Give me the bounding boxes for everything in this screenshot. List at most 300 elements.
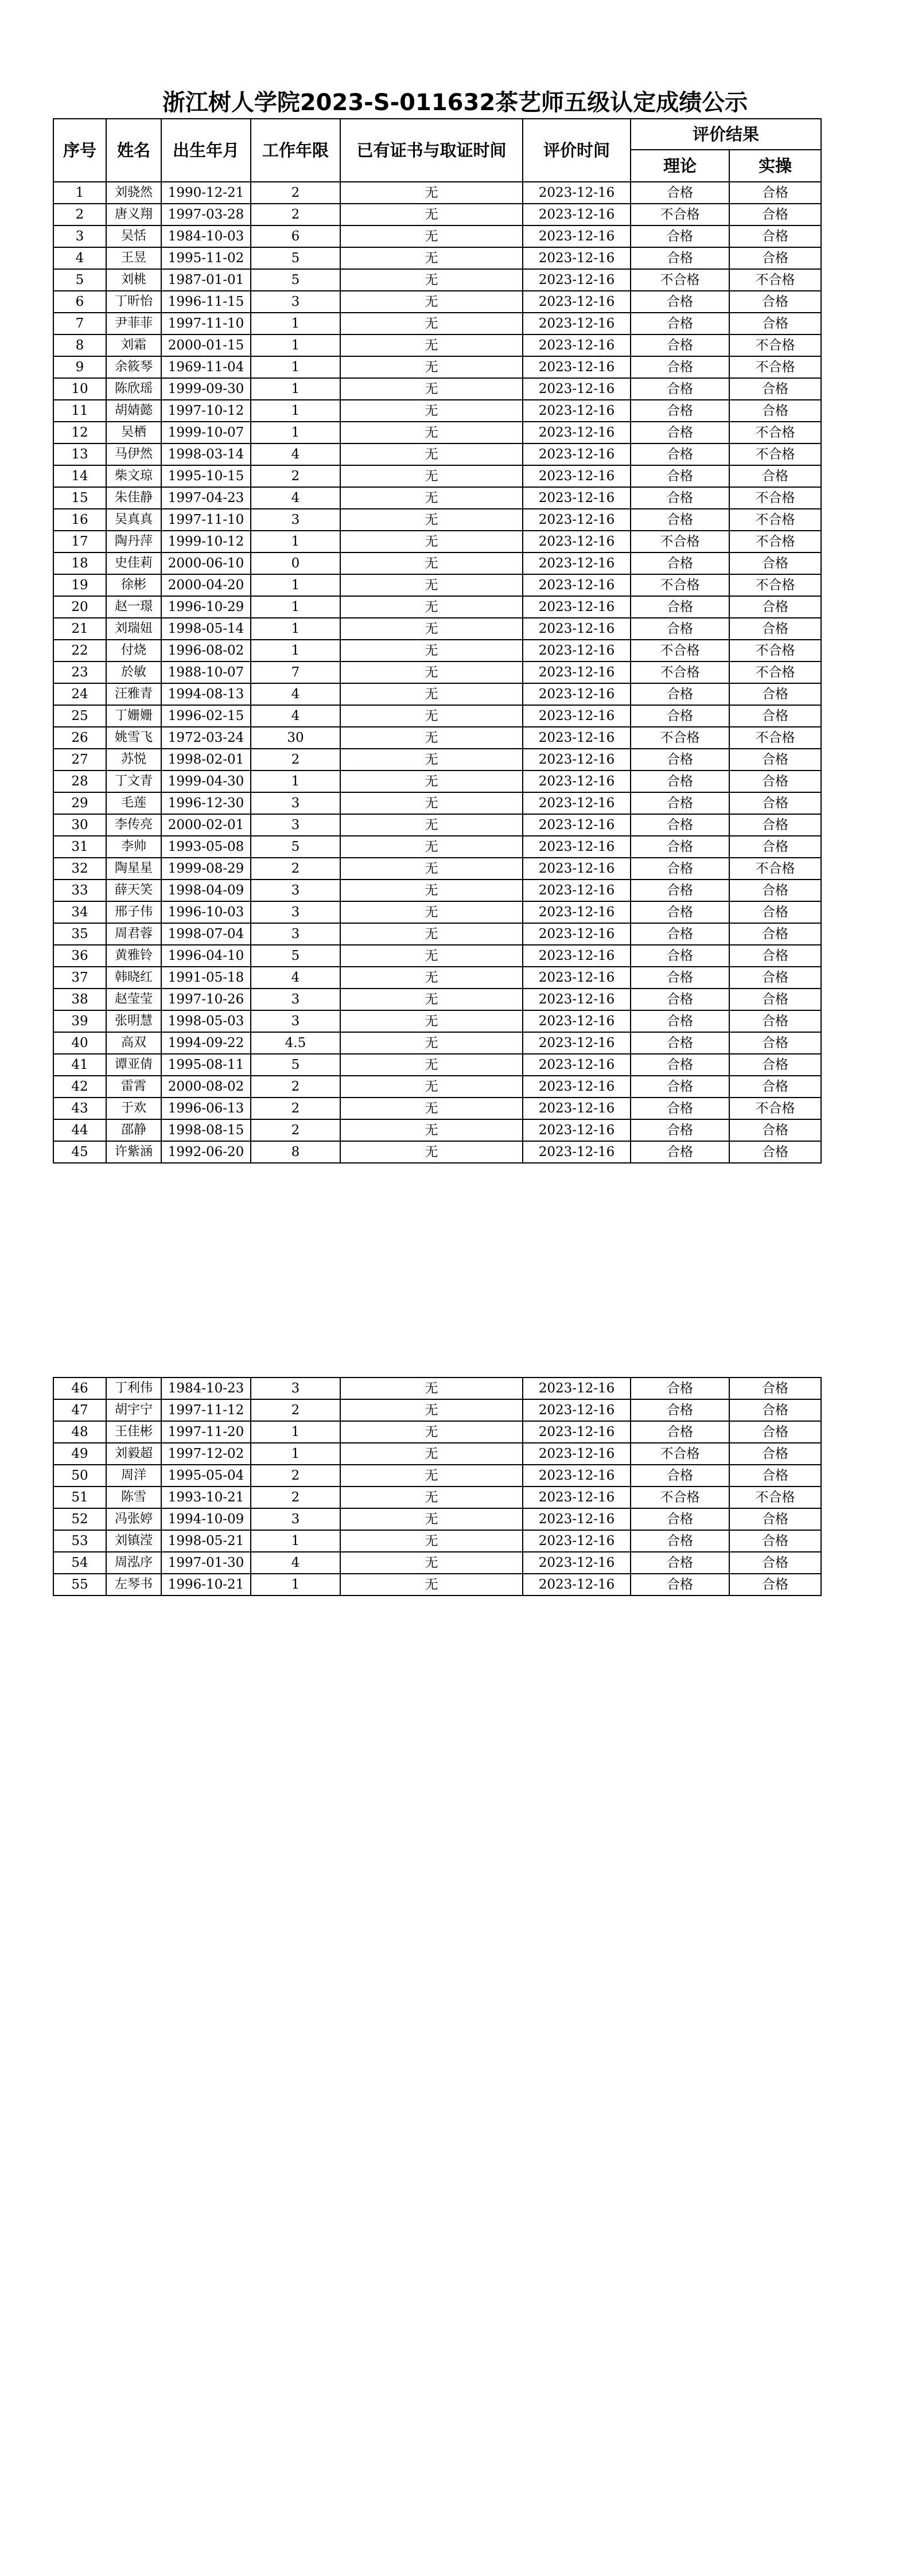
table-row	[53, 1421, 821, 1443]
cell-name: 汪雅青	[106, 683, 161, 705]
cell-name: 吴真真	[106, 509, 161, 531]
cell-cert: 无	[340, 1465, 523, 1487]
cell-eval-time: 2023-12-16	[523, 727, 631, 749]
cell-theory: 不合格	[631, 531, 729, 552]
cell-name: 余筱琴	[106, 356, 161, 378]
cell-seq: 55	[53, 1574, 106, 1596]
cell-eval-time: 2023-12-16	[523, 182, 631, 204]
cell-theory: 合格	[631, 618, 729, 640]
cell-seq: 21	[53, 618, 106, 640]
page-title: 浙江树人学院2023-S-011632茶艺师五级认定成绩公示	[162, 90, 748, 116]
cell-name: 左琴书	[106, 1574, 161, 1596]
cell-birth: 1997-04-23	[161, 487, 251, 509]
cell-eval-time: 2023-12-16	[523, 901, 631, 923]
cell-cert: 无	[340, 356, 523, 378]
cell-name: 黄雅铃	[106, 945, 161, 967]
table-row	[53, 531, 821, 552]
cell-theory: 合格	[631, 1508, 729, 1530]
cell-seq: 31	[53, 836, 106, 858]
cell-eval-time: 2023-12-16	[523, 1465, 631, 1487]
cell-name: 陶星星	[106, 858, 161, 880]
table-row	[53, 814, 821, 836]
cell-cert: 无	[340, 443, 523, 465]
cell-cert: 无	[340, 1487, 523, 1508]
cell-years: 4	[251, 967, 340, 989]
cell-years: 1	[251, 400, 340, 422]
cell-cert: 无	[340, 661, 523, 683]
table-row	[53, 1010, 821, 1032]
cell-birth: 1984-10-23	[161, 1378, 251, 1399]
cell-cert: 无	[340, 1010, 523, 1032]
cell-practice: 合格	[729, 1574, 821, 1596]
header-cert: 已有证书与取证时间	[340, 119, 523, 182]
cell-practice: 合格	[729, 989, 821, 1010]
cell-name: 王昱	[106, 247, 161, 269]
cell-seq: 40	[53, 1032, 106, 1054]
table-row	[53, 182, 821, 204]
cell-practice: 不合格	[729, 487, 821, 509]
cell-cert: 无	[340, 1574, 523, 1596]
cell-seq: 11	[53, 400, 106, 422]
cell-practice: 合格	[729, 552, 821, 574]
cell-years: 1	[251, 640, 340, 661]
cell-years: 1	[251, 1530, 340, 1552]
cell-name: 谭亚倩	[106, 1054, 161, 1076]
cell-eval-time: 2023-12-16	[523, 465, 631, 487]
cell-theory: 合格	[631, 1076, 729, 1098]
cell-eval-time: 2023-12-16	[523, 487, 631, 509]
cell-years: 1	[251, 596, 340, 618]
cell-eval-time: 2023-12-16	[523, 1054, 631, 1076]
cell-seq: 15	[53, 487, 106, 509]
cell-practice: 合格	[729, 465, 821, 487]
cell-birth: 1987-01-01	[161, 269, 251, 291]
cell-practice: 合格	[729, 792, 821, 814]
cell-years: 1	[251, 422, 340, 443]
cell-birth: 1995-05-04	[161, 1465, 251, 1487]
cell-cert: 无	[340, 989, 523, 1010]
cell-eval-time: 2023-12-16	[523, 1508, 631, 1530]
cell-birth: 1996-12-30	[161, 792, 251, 814]
cell-years: 1	[251, 334, 340, 356]
cell-seq: 19	[53, 574, 106, 596]
table-row	[53, 574, 821, 596]
cell-theory: 合格	[631, 1010, 729, 1032]
header-seq: 序号	[53, 119, 106, 182]
cell-practice: 合格	[729, 749, 821, 771]
cell-cert: 无	[340, 836, 523, 858]
cell-cert: 无	[340, 313, 523, 334]
cell-cert: 无	[340, 1421, 523, 1443]
cell-seq: 12	[53, 422, 106, 443]
cell-birth: 1996-02-15	[161, 705, 251, 727]
cell-theory: 合格	[631, 1465, 729, 1487]
cell-eval-time: 2023-12-16	[523, 1032, 631, 1054]
cell-birth: 1998-04-09	[161, 880, 251, 901]
cell-cert: 无	[340, 247, 523, 269]
cell-eval-time: 2023-12-16	[523, 400, 631, 422]
cell-cert: 无	[340, 967, 523, 989]
cell-cert: 无	[340, 1054, 523, 1076]
cell-name: 苏悦	[106, 749, 161, 771]
table-row	[53, 1141, 821, 1163]
cell-eval-time: 2023-12-16	[523, 1443, 631, 1465]
cell-theory: 合格	[631, 989, 729, 1010]
table-row	[53, 749, 821, 771]
table-row	[53, 487, 821, 509]
cell-birth: 1996-08-02	[161, 640, 251, 661]
table-row	[53, 1119, 821, 1141]
cell-name: 刘毅超	[106, 1443, 161, 1465]
table-row	[53, 225, 821, 247]
cell-cert: 无	[340, 1399, 523, 1421]
cell-years: 6	[251, 225, 340, 247]
cell-cert: 无	[340, 422, 523, 443]
cell-theory: 不合格	[631, 661, 729, 683]
table-row	[53, 792, 821, 814]
table-row	[53, 1465, 821, 1487]
cell-years: 1	[251, 1574, 340, 1596]
cell-eval-time: 2023-12-16	[523, 1399, 631, 1421]
cell-birth: 2000-02-01	[161, 814, 251, 836]
cell-years: 5	[251, 247, 340, 269]
cell-seq: 38	[53, 989, 106, 1010]
cell-birth: 1994-10-09	[161, 1508, 251, 1530]
cell-cert: 无	[340, 640, 523, 661]
cell-eval-time: 2023-12-16	[523, 596, 631, 618]
cell-birth: 1992-06-20	[161, 1141, 251, 1163]
cell-birth: 1991-05-18	[161, 967, 251, 989]
table-row	[53, 1530, 821, 1552]
cell-birth: 1995-10-15	[161, 465, 251, 487]
cell-theory: 合格	[631, 400, 729, 422]
cell-theory: 不合格	[631, 204, 729, 225]
cell-theory: 合格	[631, 1421, 729, 1443]
table-row	[53, 422, 821, 443]
cell-eval-time: 2023-12-16	[523, 989, 631, 1010]
cell-practice: 不合格	[729, 269, 821, 291]
cell-theory: 合格	[631, 225, 729, 247]
cell-years: 3	[251, 1508, 340, 1530]
cell-name: 刘骁然	[106, 182, 161, 204]
cell-theory: 合格	[631, 509, 729, 531]
cell-name: 李帅	[106, 836, 161, 858]
table-row	[53, 552, 821, 574]
cell-theory: 合格	[631, 378, 729, 400]
cell-seq: 30	[53, 814, 106, 836]
cell-practice: 合格	[729, 814, 821, 836]
cell-practice: 不合格	[729, 574, 821, 596]
cell-theory: 合格	[631, 291, 729, 313]
cell-cert: 无	[340, 1119, 523, 1141]
cell-practice: 合格	[729, 1119, 821, 1141]
cell-practice: 合格	[729, 1443, 821, 1465]
cell-cert: 无	[340, 683, 523, 705]
cell-years: 3	[251, 291, 340, 313]
cell-theory: 合格	[631, 334, 729, 356]
cell-seq: 1	[53, 182, 106, 204]
cell-name: 丁利伟	[106, 1378, 161, 1399]
cell-practice: 合格	[729, 1054, 821, 1076]
table-row	[53, 858, 821, 880]
cell-name: 刘镇滢	[106, 1530, 161, 1552]
cell-cert: 无	[340, 225, 523, 247]
cell-theory: 合格	[631, 880, 729, 901]
cell-years: 8	[251, 1141, 340, 1163]
cell-birth: 1998-05-21	[161, 1530, 251, 1552]
cell-practice: 合格	[729, 1399, 821, 1421]
cell-theory: 合格	[631, 923, 729, 945]
cell-years: 3	[251, 792, 340, 814]
cell-theory: 合格	[631, 1141, 729, 1163]
cell-eval-time: 2023-12-16	[523, 269, 631, 291]
cell-seq: 9	[53, 356, 106, 378]
cell-birth: 1999-04-30	[161, 771, 251, 792]
cell-practice: 不合格	[729, 334, 821, 356]
cell-practice: 合格	[729, 880, 821, 901]
cell-cert: 无	[340, 291, 523, 313]
cell-eval-time: 2023-12-16	[523, 1574, 631, 1596]
cell-years: 4.5	[251, 1032, 340, 1054]
cell-years: 3	[251, 880, 340, 901]
cell-years: 4	[251, 1552, 340, 1574]
cell-practice: 合格	[729, 291, 821, 313]
cell-practice: 不合格	[729, 1487, 821, 1508]
cell-cert: 无	[340, 269, 523, 291]
cell-practice: 合格	[729, 705, 821, 727]
cell-practice: 合格	[729, 313, 821, 334]
cell-years: 1	[251, 356, 340, 378]
cell-seq: 41	[53, 1054, 106, 1076]
cell-theory: 合格	[631, 1098, 729, 1119]
cell-theory: 合格	[631, 552, 729, 574]
cell-birth: 1984-10-03	[161, 225, 251, 247]
cell-cert: 无	[340, 334, 523, 356]
cell-cert: 无	[340, 945, 523, 967]
cell-theory: 合格	[631, 1574, 729, 1596]
cell-theory: 不合格	[631, 574, 729, 596]
cell-eval-time: 2023-12-16	[523, 661, 631, 683]
cell-cert: 无	[340, 400, 523, 422]
cell-birth: 1996-11-15	[161, 291, 251, 313]
cell-birth: 1996-06-13	[161, 1098, 251, 1119]
cell-eval-time: 2023-12-16	[523, 880, 631, 901]
cell-cert: 无	[340, 1443, 523, 1465]
cell-seq: 39	[53, 1010, 106, 1032]
table-row	[53, 967, 821, 989]
cell-seq: 49	[53, 1443, 106, 1465]
cell-theory: 合格	[631, 771, 729, 792]
cell-birth: 1996-10-29	[161, 596, 251, 618]
cell-cert: 无	[340, 204, 523, 225]
cell-cert: 无	[340, 749, 523, 771]
cell-years: 1	[251, 771, 340, 792]
cell-years: 2	[251, 204, 340, 225]
cell-seq: 14	[53, 465, 106, 487]
cell-cert: 无	[340, 727, 523, 749]
table-row	[53, 443, 821, 465]
cell-seq: 52	[53, 1508, 106, 1530]
cell-name: 於敏	[106, 661, 161, 683]
cell-theory: 合格	[631, 1552, 729, 1574]
cell-theory: 合格	[631, 967, 729, 989]
cell-name: 许紫涵	[106, 1141, 161, 1163]
cell-seq: 28	[53, 771, 106, 792]
cell-practice: 合格	[729, 204, 821, 225]
cell-eval-time: 2023-12-16	[523, 356, 631, 378]
cell-seq: 50	[53, 1465, 106, 1487]
cell-name: 高双	[106, 1032, 161, 1054]
cell-practice: 不合格	[729, 443, 821, 465]
cell-practice: 合格	[729, 247, 821, 269]
cell-eval-time: 2023-12-16	[523, 291, 631, 313]
table-row	[53, 1552, 821, 1574]
table-row	[53, 334, 821, 356]
table-row	[53, 356, 821, 378]
cell-name: 丁昕怡	[106, 291, 161, 313]
cell-cert: 无	[340, 1076, 523, 1098]
cell-seq: 33	[53, 880, 106, 901]
cell-birth: 1999-10-12	[161, 531, 251, 552]
cell-practice: 合格	[729, 1141, 821, 1163]
cell-birth: 1997-11-10	[161, 313, 251, 334]
cell-years: 5	[251, 1054, 340, 1076]
cell-birth: 1996-04-10	[161, 945, 251, 967]
cell-cert: 无	[340, 1141, 523, 1163]
cell-name: 邵静	[106, 1119, 161, 1141]
cell-seq: 7	[53, 313, 106, 334]
cell-cert: 无	[340, 1378, 523, 1399]
cell-name: 张明慧	[106, 1010, 161, 1032]
cell-eval-time: 2023-12-16	[523, 858, 631, 880]
cell-name: 刘霜	[106, 334, 161, 356]
cell-seq: 5	[53, 269, 106, 291]
cell-name: 唐义翔	[106, 204, 161, 225]
cell-cert: 无	[340, 923, 523, 945]
cell-birth: 1994-09-22	[161, 1032, 251, 1054]
cell-birth: 1990-12-21	[161, 182, 251, 204]
cell-birth: 1998-08-15	[161, 1119, 251, 1141]
cell-eval-time: 2023-12-16	[523, 923, 631, 945]
cell-practice: 不合格	[729, 727, 821, 749]
table-row	[53, 1508, 821, 1530]
cell-practice: 合格	[729, 1421, 821, 1443]
table-row	[53, 836, 821, 858]
cell-name: 丁文青	[106, 771, 161, 792]
header-theory: 理论	[631, 150, 729, 182]
cell-seq: 53	[53, 1530, 106, 1552]
cell-practice: 合格	[729, 618, 821, 640]
cell-eval-time: 2023-12-16	[523, 552, 631, 574]
table-row	[53, 771, 821, 792]
cell-birth: 1995-08-11	[161, 1054, 251, 1076]
cell-name: 薛天笑	[106, 880, 161, 901]
header-eval-time: 评价时间	[523, 119, 631, 182]
cell-theory: 不合格	[631, 269, 729, 291]
cell-years: 7	[251, 661, 340, 683]
cell-theory: 合格	[631, 858, 729, 880]
cell-years: 1	[251, 574, 340, 596]
cell-theory: 合格	[631, 901, 729, 923]
cell-eval-time: 2023-12-16	[523, 1010, 631, 1032]
cell-birth: 1999-10-07	[161, 422, 251, 443]
cell-name: 王佳彬	[106, 1421, 161, 1443]
cell-birth: 1999-08-29	[161, 858, 251, 880]
cell-years: 2	[251, 1119, 340, 1141]
cell-seq: 26	[53, 727, 106, 749]
cell-eval-time: 2023-12-16	[523, 1098, 631, 1119]
cell-theory: 合格	[631, 1032, 729, 1054]
cell-practice: 合格	[729, 1076, 821, 1098]
cell-years: 1	[251, 313, 340, 334]
cell-birth: 1997-10-12	[161, 400, 251, 422]
cell-seq: 32	[53, 858, 106, 880]
cell-name: 柴文琼	[106, 465, 161, 487]
cell-name: 韩晓红	[106, 967, 161, 989]
cell-eval-time: 2023-12-16	[523, 313, 631, 334]
header-result: 评价结果	[631, 119, 821, 150]
cell-name: 陈雪	[106, 1487, 161, 1508]
cell-theory: 合格	[631, 422, 729, 443]
cell-seq: 16	[53, 509, 106, 531]
cell-name: 姚雪飞	[106, 727, 161, 749]
cell-name: 史佳莉	[106, 552, 161, 574]
cell-eval-time: 2023-12-16	[523, 531, 631, 552]
cell-birth: 1998-05-03	[161, 1010, 251, 1032]
cell-cert: 无	[340, 705, 523, 727]
table-row	[53, 400, 821, 422]
cell-theory: 合格	[631, 683, 729, 705]
cell-theory: 合格	[631, 1054, 729, 1076]
cell-years: 2	[251, 1487, 340, 1508]
cell-name: 朱佳静	[106, 487, 161, 509]
header-name: 姓名	[106, 119, 161, 182]
cell-name: 刘桃	[106, 269, 161, 291]
cell-years: 5	[251, 945, 340, 967]
table-row	[53, 596, 821, 618]
table-row	[53, 1032, 821, 1054]
table-row	[53, 1487, 821, 1508]
cell-birth: 1988-10-07	[161, 661, 251, 683]
cell-birth: 1998-03-14	[161, 443, 251, 465]
cell-seq: 23	[53, 661, 106, 683]
cell-theory: 不合格	[631, 1443, 729, 1465]
cell-practice: 不合格	[729, 422, 821, 443]
cell-eval-time: 2023-12-16	[523, 1421, 631, 1443]
cell-eval-time: 2023-12-16	[523, 204, 631, 225]
cell-theory: 合格	[631, 443, 729, 465]
cell-birth: 1993-10-21	[161, 1487, 251, 1508]
cell-practice: 合格	[729, 945, 821, 967]
cell-years: 1	[251, 378, 340, 400]
cell-practice: 合格	[729, 1465, 821, 1487]
cell-theory: 合格	[631, 596, 729, 618]
cell-years: 5	[251, 269, 340, 291]
cell-name: 周泓序	[106, 1552, 161, 1574]
table-row	[53, 1399, 821, 1421]
cell-eval-time: 2023-12-16	[523, 1141, 631, 1163]
cell-cert: 无	[340, 1508, 523, 1530]
header-practice: 实操	[729, 150, 821, 182]
cell-cert: 无	[340, 771, 523, 792]
cell-years: 5	[251, 836, 340, 858]
cell-eval-time: 2023-12-16	[523, 640, 631, 661]
table-row	[53, 1098, 821, 1119]
cell-theory: 合格	[631, 465, 729, 487]
results-table-part-2	[53, 1377, 822, 1596]
cell-seq: 36	[53, 945, 106, 967]
cell-birth: 1996-10-03	[161, 901, 251, 923]
